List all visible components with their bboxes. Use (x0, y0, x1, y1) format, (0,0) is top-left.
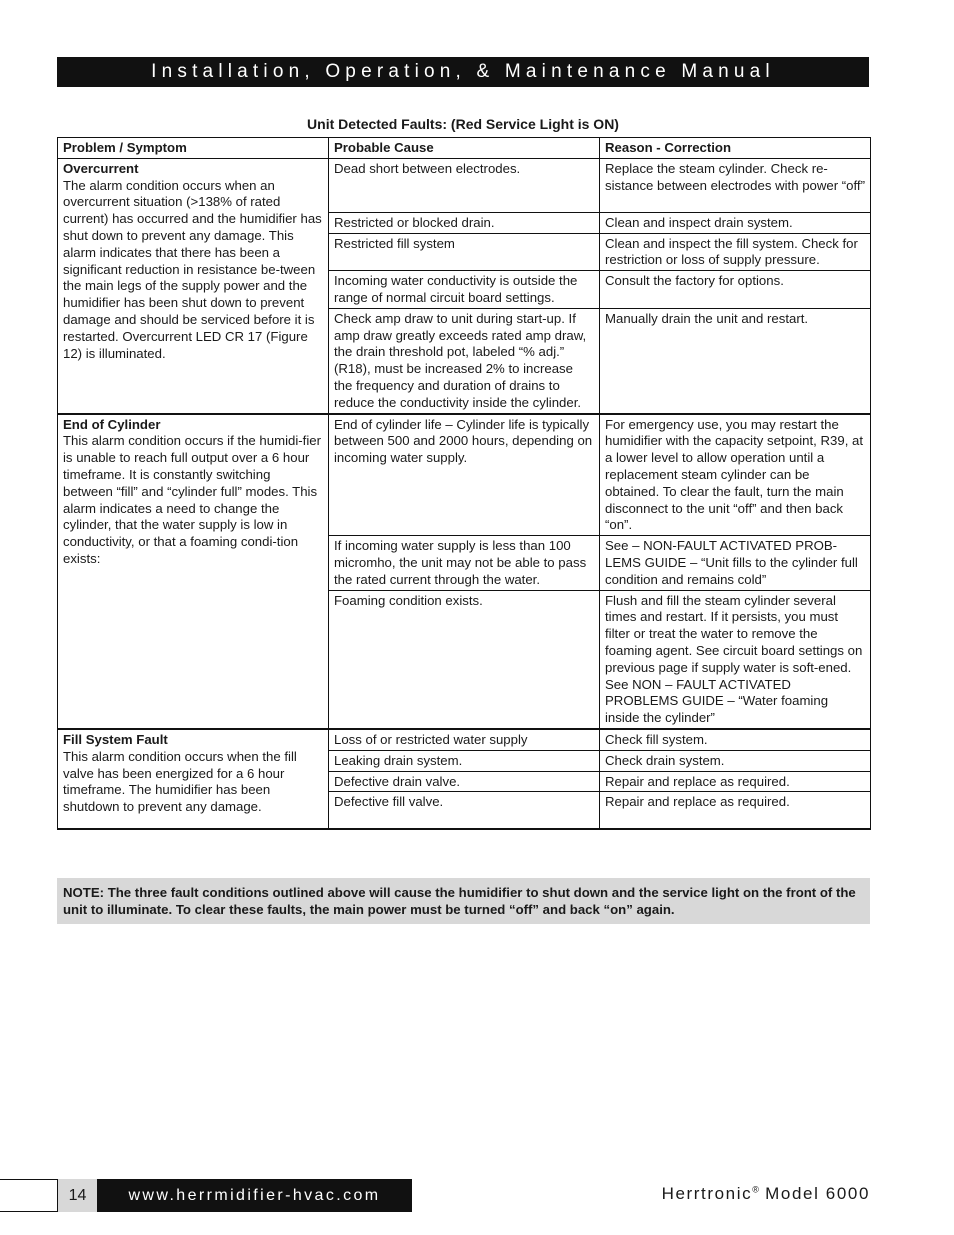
correction-cell: Repair and replace as required. (600, 771, 871, 792)
correction-cell: Manually drain the unit and restart. (600, 308, 871, 413)
cause-cell: Loss of or restricted water supply (329, 729, 600, 750)
symptom-text: This alarm condition occurs if the humidi-fier is unable to reach full output over a 6 hour timeframe. It is constantly switching between “fill” and “cylinder full” modes. This alarm indicates a need to change the cylinder, that the water supply is low in conductivity, or that a foaming condi-tion exists: (63, 433, 321, 566)
correction-cell: Repair and replace as required. (600, 792, 871, 830)
website-url-bar (97, 1179, 412, 1212)
cause-cell: If incoming water supply is less than 100 micromho, the unit may not be able to pass the rated current through the water. (329, 536, 600, 590)
cause-cell: Leaking drain system. (329, 750, 600, 771)
symptom-title: End of Cylinder (63, 416, 161, 432)
symptom-cell-fill-system-fault (58, 729, 329, 829)
footer-rule-top (0, 1179, 57, 1180)
cause-cell: Defective drain valve. (329, 771, 600, 792)
table-row (58, 414, 871, 536)
symptom-cell-overcurrent (58, 158, 329, 413)
manual-title: Installation, Operation, & Maintenance Manual (151, 61, 775, 82)
symptom-text: The alarm condition occurs when an overcurrent situation (>138% of rated current) has occurred and the humidifier has shut down to prevent any damage. This alarm indicates that there has been a significant reduction in resistance be-tween the main legs of the supply power and the humidifier has been shut down to prevent damage and should be serviced before it is restarted. Overcurrent LED CR 17 (Figure 12) is illuminated. (63, 177, 322, 361)
table-row (58, 729, 871, 750)
cause-cell: Incoming water conductivity is outside the range of normal circuit board settings. (329, 271, 600, 309)
page-number: 14 (57, 1179, 97, 1212)
cause-cell: Defective fill valve. (329, 792, 600, 830)
cause-cell: Check amp draw to unit during start-up. If amp draw greatly exceeds rated amp draw, the drain threshold pot, labeled “% adj.” (R18), must be increased 2% to increase the frequency and duration of drains to reduce the conductivity inside the cylinder. (329, 308, 600, 413)
correction-cell: Clean and inspect drain system. (600, 212, 871, 233)
symptom-title: Overcurrent (63, 160, 139, 176)
correction-cell: Flush and fill the steam cylinder several times and restart. If it persists, you must filter or treat the water to remove the foaming agent. See circuit board settings on previous page if supply water is soft-ened. See NON – FAULT ACTIVATED PROBLEMS GUIDE – “Water foaming inside the cylinder” (600, 590, 871, 729)
correction-cell: Replace the steam cylinder. Check re-sistance between electrodes with power “off” (600, 158, 871, 212)
cause-cell: Restricted or blocked drain. (329, 212, 600, 233)
cause-cell: Dead short between electrodes. (329, 158, 600, 212)
column-header-problem: Problem / Symptom (58, 138, 329, 159)
website-url: www.herrmidifier-hvac.com (128, 1186, 381, 1204)
cause-cell: Foaming condition exists. (329, 590, 600, 729)
footer-rule-bottom (0, 1211, 57, 1212)
correction-cell: Check drain system. (600, 750, 871, 771)
table-title: Unit Detected Faults: (Red Service Light is ON) (307, 116, 619, 132)
column-header-correction: Reason - Correction (600, 138, 871, 159)
cause-cell: End of cylinder life – Cylinder life is typically between 500 and 2000 hours, depending on incoming water supply. (329, 414, 600, 536)
model-label (662, 1184, 870, 1204)
correction-cell: Consult the factory for options. (600, 271, 871, 309)
faults-table (57, 137, 871, 830)
model-brand: Herrtronic (661, 1184, 753, 1203)
table-row (58, 158, 871, 212)
symptom-cell-end-of-cylinder (58, 414, 329, 729)
column-header-cause: Probable Cause (329, 138, 600, 159)
symptom-title: Fill System Fault (63, 731, 168, 747)
note-box: NOTE: The three fault conditions outlined above will cause the humidifier to shut down and the service light on the front of the unit to illuminate. To clear these faults, the main power must be turned “off” and back “on” again. (57, 878, 870, 924)
model-name: Model 6000 (758, 1184, 870, 1203)
table-header-row (58, 138, 871, 159)
symptom-text: This alarm condition occurs when the fill valve has been energized for a 6 hour timeframe. The humidifier has been shutdown to prevent any damage. (63, 748, 297, 815)
manual-header-bar (57, 57, 869, 87)
correction-cell: Clean and inspect the fill system. Check for restriction or loss of supply pressure. (600, 233, 871, 271)
registered-mark: ® (752, 1184, 759, 1195)
correction-cell: See – NON-FAULT ACTIVATED PROB-LEMS GUIDE – “Unit fills to the cylinder full condition and remains cold” (600, 536, 871, 590)
correction-cell: For emergency use, you may restart the humidifier with the capacity setpoint, R39, at a lower level to allow operation until a replacement steam cylinder can be obtained. To clear the fault, turn the main disconnect to the unit “off” and then back “on”. (600, 414, 871, 536)
correction-cell: Check fill system. (600, 729, 871, 750)
cause-cell: Restricted fill system (329, 233, 600, 271)
